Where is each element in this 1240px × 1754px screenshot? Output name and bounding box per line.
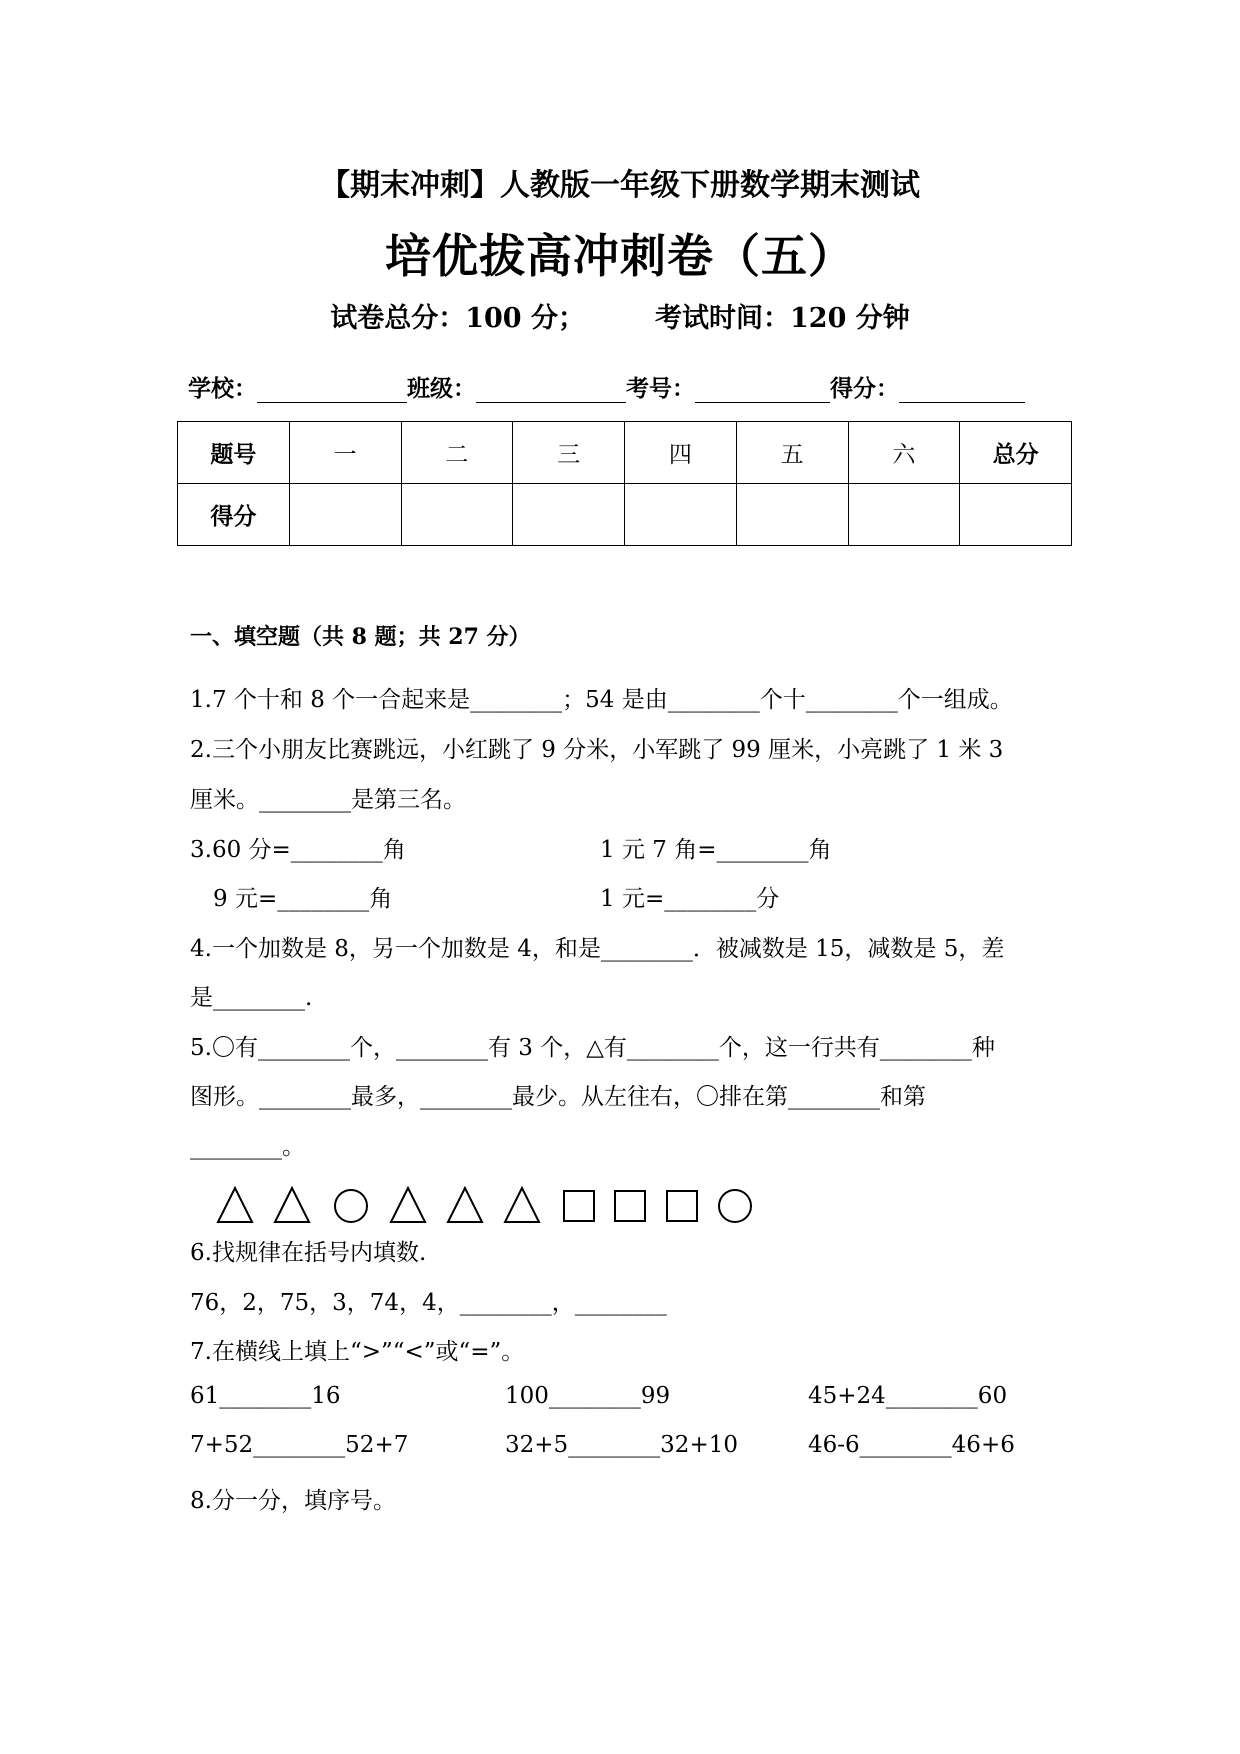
page-title: 培优拔高冲刺卷（五） [385, 229, 855, 283]
question-3-c: 9 元=________角 [213, 886, 393, 912]
score-label: 得分： [830, 375, 899, 402]
score-table-score-row [178, 484, 1072, 546]
student-info-line [188, 370, 1025, 403]
score-cell[interactable] [960, 484, 1072, 546]
score-table-col: 二 [401, 422, 513, 484]
question-7-row-2-b: 32+5________32+10 [505, 1432, 738, 1458]
triangle-icon [391, 1188, 425, 1222]
question-4-line-2: 是________. [190, 985, 313, 1011]
question-7-row-1-a: 61________16 [190, 1383, 341, 1409]
school-blank[interactable] [257, 376, 407, 403]
question-3-a: 3.60 分=________角 [190, 837, 406, 863]
question-7-row-1-c: 45+24________60 [808, 1383, 1008, 1409]
score-table-row-label: 得分 [178, 484, 290, 546]
question-7-row-2-a: 7+52________52+7 [190, 1432, 409, 1458]
score-table-header-row [178, 422, 1072, 484]
circle-icon [335, 1190, 367, 1222]
score-table [177, 421, 1072, 546]
question-3-d: 1 元=________分 [600, 886, 780, 912]
score-table-col: 一 [289, 422, 401, 484]
question-6-line-1: 6.找规律在括号内填数. [190, 1240, 427, 1266]
score-cell[interactable] [736, 484, 848, 546]
class-label: 班级： [407, 375, 476, 402]
square-icon [615, 1191, 645, 1221]
circle-icon [719, 1190, 751, 1222]
question-5-line-3: ________。 [190, 1134, 305, 1160]
question-6-line-2: 76，2，75，3，74，4，________，________ [190, 1290, 667, 1316]
shapes-row [215, 1182, 775, 1230]
question-5-line-1: 5.〇有________个，________有 3 个，△有________个，这一行共有________种 [190, 1035, 995, 1061]
score-cell[interactable] [401, 484, 513, 546]
score-blank[interactable] [899, 376, 1025, 403]
score-table-col: 六 [848, 422, 960, 484]
score-time-line [0, 296, 1240, 335]
triangle-icon [505, 1188, 539, 1222]
total-score-text: 试卷总分：100 分； [330, 303, 585, 334]
score-table-header-label: 题号 [178, 422, 290, 484]
question-4-line-1: 4.一个加数是 8，另一个加数是 4，和是________．被减数是 15，减数是 5，差 [190, 936, 1005, 962]
question-5-line-2: 图形。________最多，________最少。从左往右，〇排在第________和第 [190, 1084, 926, 1110]
school-label: 学校： [188, 375, 257, 402]
square-icon [564, 1191, 594, 1221]
square-icon [667, 1191, 697, 1221]
question-1: 1.7 个十和 8 个一合起来是________；54 是由________个十________个一组成。 [190, 687, 1013, 713]
score-cell[interactable] [513, 484, 625, 546]
question-8: 8.分一分，填序号。 [190, 1488, 396, 1514]
exam-time-text: 考试时间：120 分钟 [655, 303, 910, 334]
question-7-row-1-b: 100________99 [505, 1383, 671, 1409]
score-table-col: 五 [736, 422, 848, 484]
question-7-line-1: 7.在横线上填上“>”“<”或“=”。 [190, 1339, 525, 1365]
question-2-line-2: 厘米。________是第三名。 [190, 787, 466, 813]
triangle-icon [218, 1188, 252, 1222]
score-table-col: 三 [513, 422, 625, 484]
score-cell[interactable] [625, 484, 737, 546]
triangle-icon [448, 1188, 482, 1222]
score-cell[interactable] [289, 484, 401, 546]
score-table-col-total: 总分 [960, 422, 1072, 484]
class-blank[interactable] [476, 376, 626, 403]
triangle-icon [275, 1188, 309, 1222]
section-title: 一、填空题（共 8 题；共 27 分） [190, 624, 531, 650]
question-7-row-2-c: 46-6________46+6 [808, 1432, 1015, 1458]
question-3-b: 1 元 7 角=________角 [600, 837, 832, 863]
score-cell[interactable] [848, 484, 960, 546]
exam-no-blank[interactable] [695, 376, 830, 403]
question-2-line-1: 2.三个小朋友比赛跳远，小红跳了 9 分米，小军跳了 99 厘米，小亮跳了 1 米 3 [190, 737, 1004, 763]
exam-no-label: 考号： [626, 375, 695, 402]
score-table-col: 四 [625, 422, 737, 484]
header-line: 【期末冲刺】人教版一年级下册数学期末测试 [320, 168, 920, 203]
